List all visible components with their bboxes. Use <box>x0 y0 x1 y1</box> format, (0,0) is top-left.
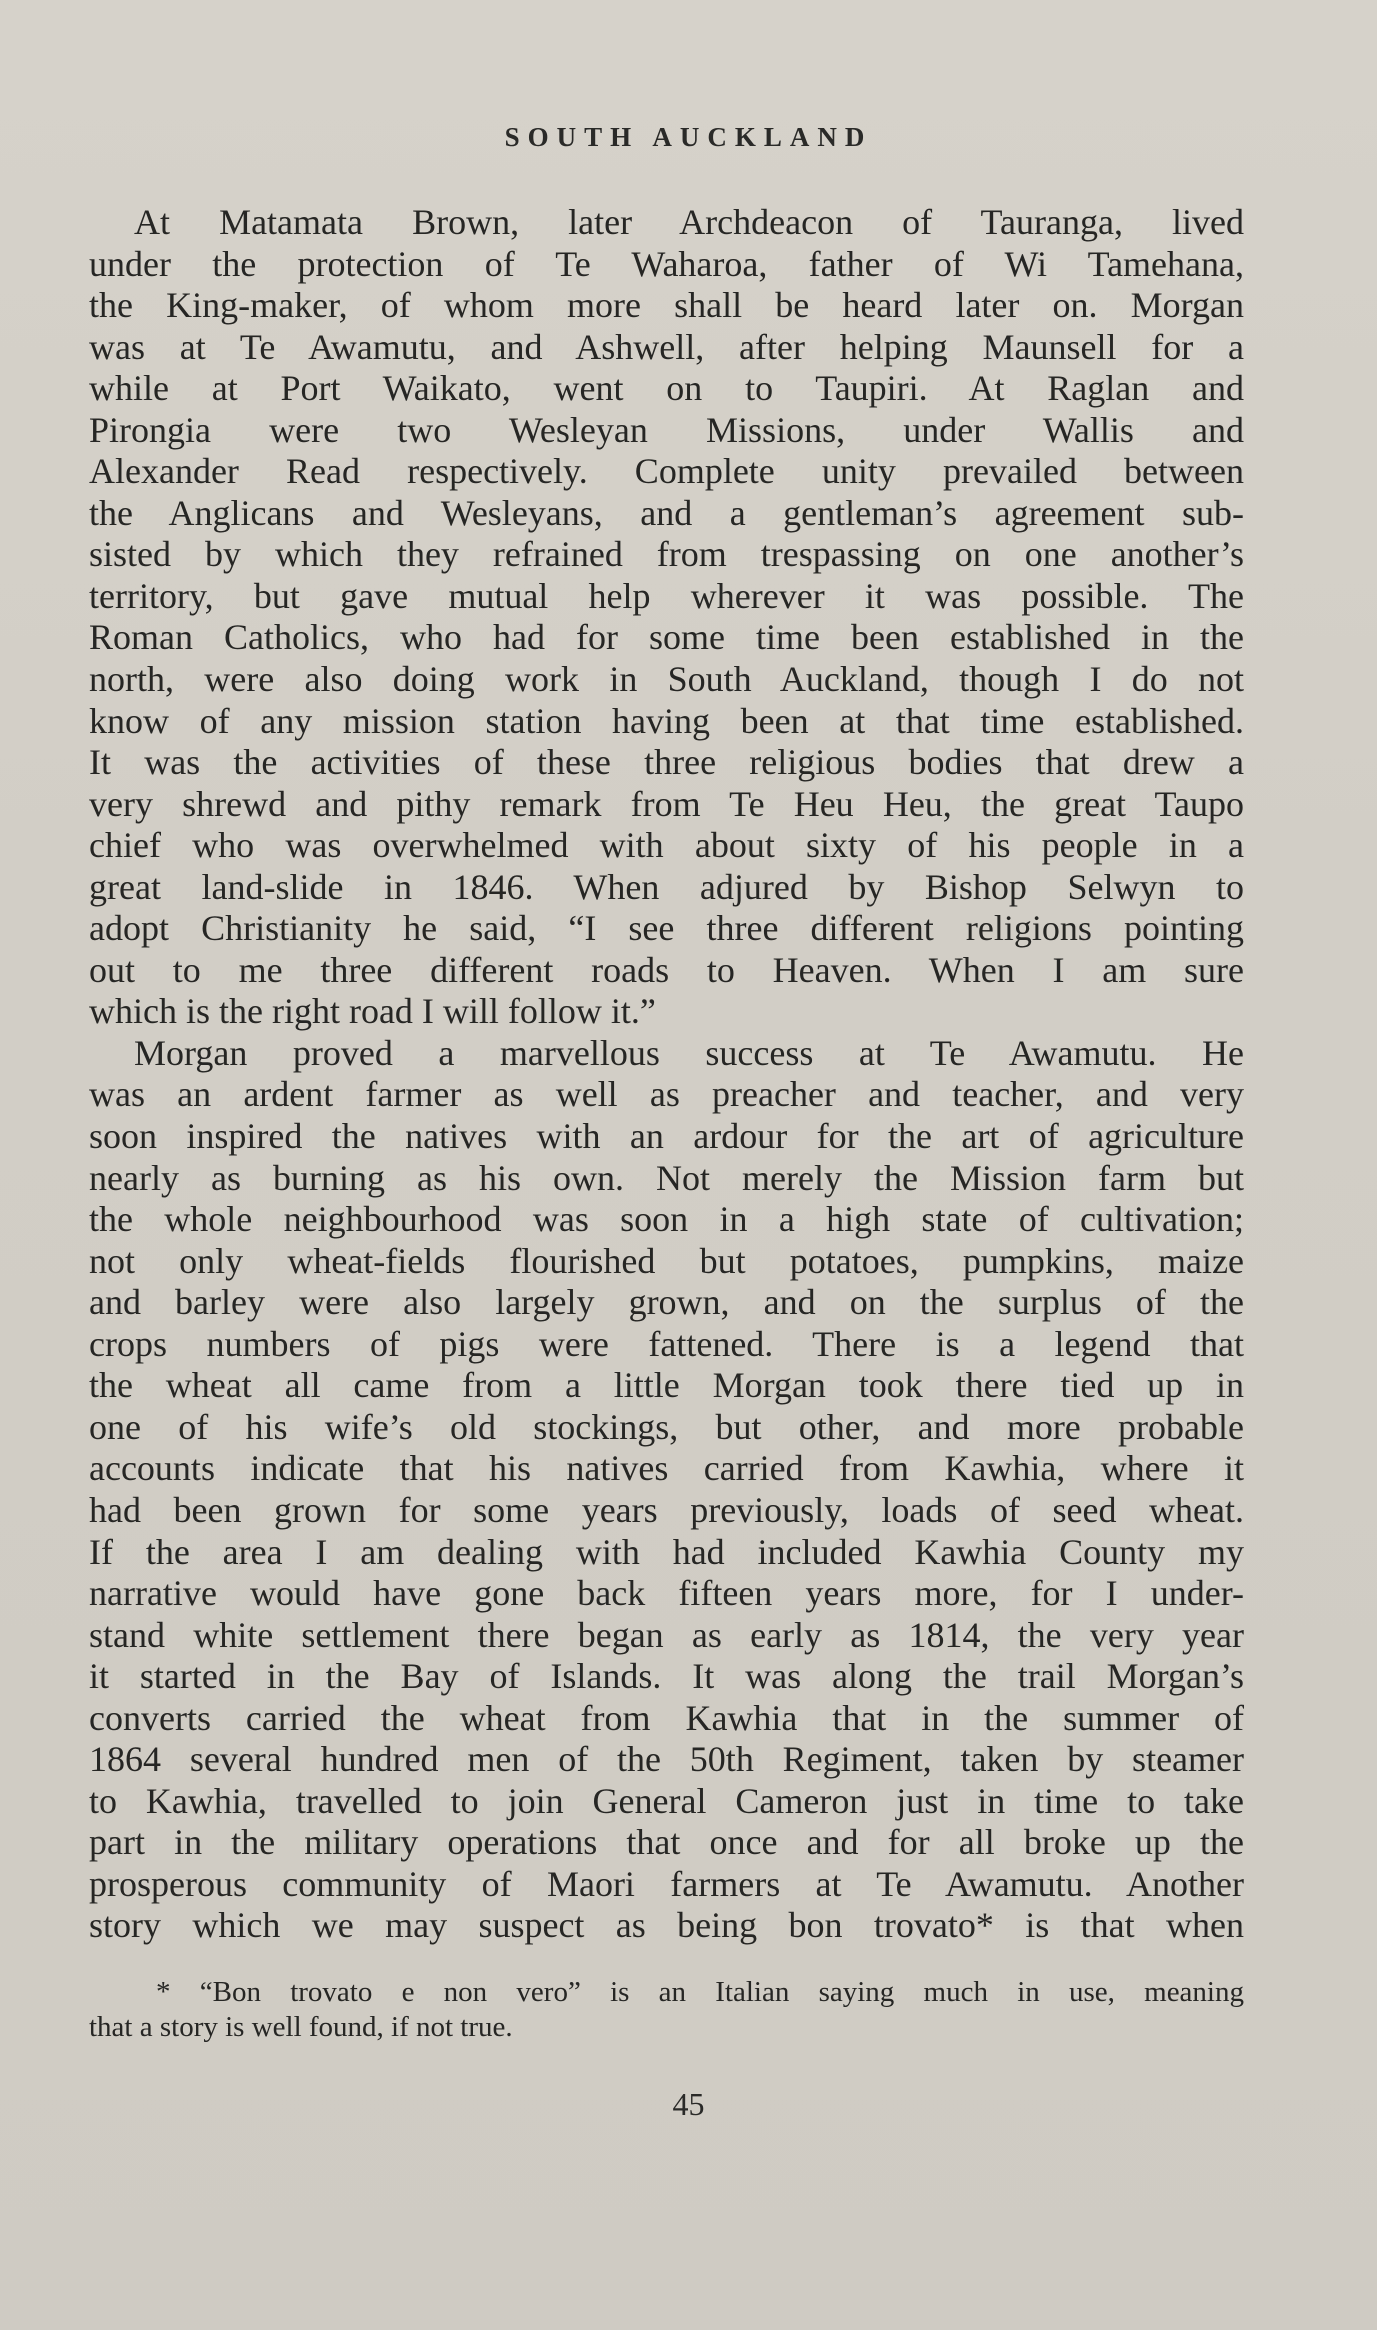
text-line: chief who was overwhelmed with about sixty of his people in a <box>89 825 1244 866</box>
text-line: crops numbers of pigs were fattened. There is a legend that <box>89 1323 1244 1364</box>
body-text <box>89 202 1244 1947</box>
text-line: story which we may suspect as being bon trovato* is that when <box>89 1905 1244 1946</box>
text-line: was an ardent farmer as well as preacher and teacher, and very <box>89 1074 1244 1115</box>
text-line: to Kawhia, travelled to join General Cameron just in time to take <box>89 1780 1244 1821</box>
text-line: 1864 several hundred men of the 50th Regiment, taken by steamer <box>89 1739 1244 1780</box>
text-line: It was the activities of these three religious bodies that drew a <box>89 742 1244 783</box>
text-line: was at Te Awamutu, and Ashwell, after helping Maunsell for a <box>89 326 1244 367</box>
text-line: soon inspired the natives with an ardour for the art of agriculture <box>89 1116 1244 1157</box>
text-line: under the protection of Te Waharoa, father of Wi Tamehana, <box>89 243 1244 284</box>
text-line: north, were also doing work in South Auckland, though I do not <box>89 659 1244 700</box>
paragraph-1 <box>89 202 1244 1033</box>
text-line: prosperous community of Maori farmers at Te Awamutu. Another <box>89 1863 1244 1904</box>
text-line: not only wheat-fields flourished but potatoes, pumpkins, maize <box>89 1240 1244 1281</box>
text-line: Alexander Read respectively. Complete unity prevailed between <box>89 451 1244 492</box>
text-line: adopt Christianity he said, “I see three different religions pointing <box>89 908 1244 949</box>
text-line: Morgan proved a marvellous success at Te Awamutu. He <box>134 1032 1244 1073</box>
text-line: had been grown for some years previously, loads of seed wheat. <box>89 1489 1244 1530</box>
text-line: accounts indicate that his natives carried from Kawhia, where it <box>89 1448 1244 1489</box>
text-line: the King-maker, of whom more shall be heard later on. Morgan <box>89 285 1244 326</box>
text-line: nearly as burning as his own. Not merely the Mission farm but <box>89 1157 1244 1198</box>
text-line: the Anglicans and Wesleyans, and a gentleman’s agreement sub- <box>89 492 1244 533</box>
text-line: If the area I am dealing with had included Kawhia County my <box>89 1531 1244 1572</box>
text-line: which is the right road I will follow it.” <box>89 991 656 1032</box>
text-line: Pirongia were two Wesleyan Missions, under Wallis and <box>89 409 1244 450</box>
text-line: great land-slide in 1846. When adjured by Bishop Selwyn to <box>89 866 1244 907</box>
running-head: SOUTH AUCKLAND <box>504 122 873 152</box>
text-line: the wheat all came from a little Morgan took there tied up in <box>89 1365 1244 1406</box>
text-line: territory, but gave mutual help wherever it was possible. The <box>89 575 1244 616</box>
footnote <box>89 1975 1244 2045</box>
text-line: the whole neighbourhood was soon in a high state of cultivation; <box>89 1199 1244 1240</box>
footnote-line: * “Bon trovato e non vero” is an Italian saying much in use, meaning <box>156 1976 1244 2008</box>
text-line: sisted by which they refrained from trespassing on one another’s <box>89 534 1244 575</box>
text-line: stand white settlement there began as early as 1814, the very year <box>89 1614 1244 1655</box>
text-line: one of his wife’s old stockings, but other, and more probable <box>89 1406 1244 1447</box>
text-line: know of any mission station having been at that time established. <box>89 700 1244 741</box>
text-line: while at Port Waikato, went on to Taupiri. At Raglan and <box>89 368 1244 409</box>
text-line: narrative would have gone back fifteen years more, for I under- <box>89 1573 1244 1614</box>
text-line: At Matamata Brown, later Archdeacon of Tauranga, lived <box>134 202 1244 242</box>
text-line: part in the military operations that once and for all broke up the <box>89 1822 1244 1863</box>
text-line: and barley were also largely grown, and on the surplus of the <box>89 1282 1244 1323</box>
footnote-line: that a story is well found, if not true. <box>89 2011 513 2043</box>
text-line: out to me three different roads to Heaven. When I am sure <box>89 949 1244 990</box>
page-number: 45 <box>672 2086 705 2122</box>
text-line: converts carried the wheat from Kawhia that in the summer of <box>89 1697 1244 1738</box>
text-line: it started in the Bay of Islands. It was along the trail Morgan’s <box>89 1656 1244 1697</box>
text-line: very shrewd and pithy remark from Te Heu Heu, the great Taupo <box>89 783 1244 824</box>
paragraph-2 <box>89 1033 1244 1947</box>
text-line: Roman Catholics, who had for some time been established in the <box>89 617 1244 658</box>
